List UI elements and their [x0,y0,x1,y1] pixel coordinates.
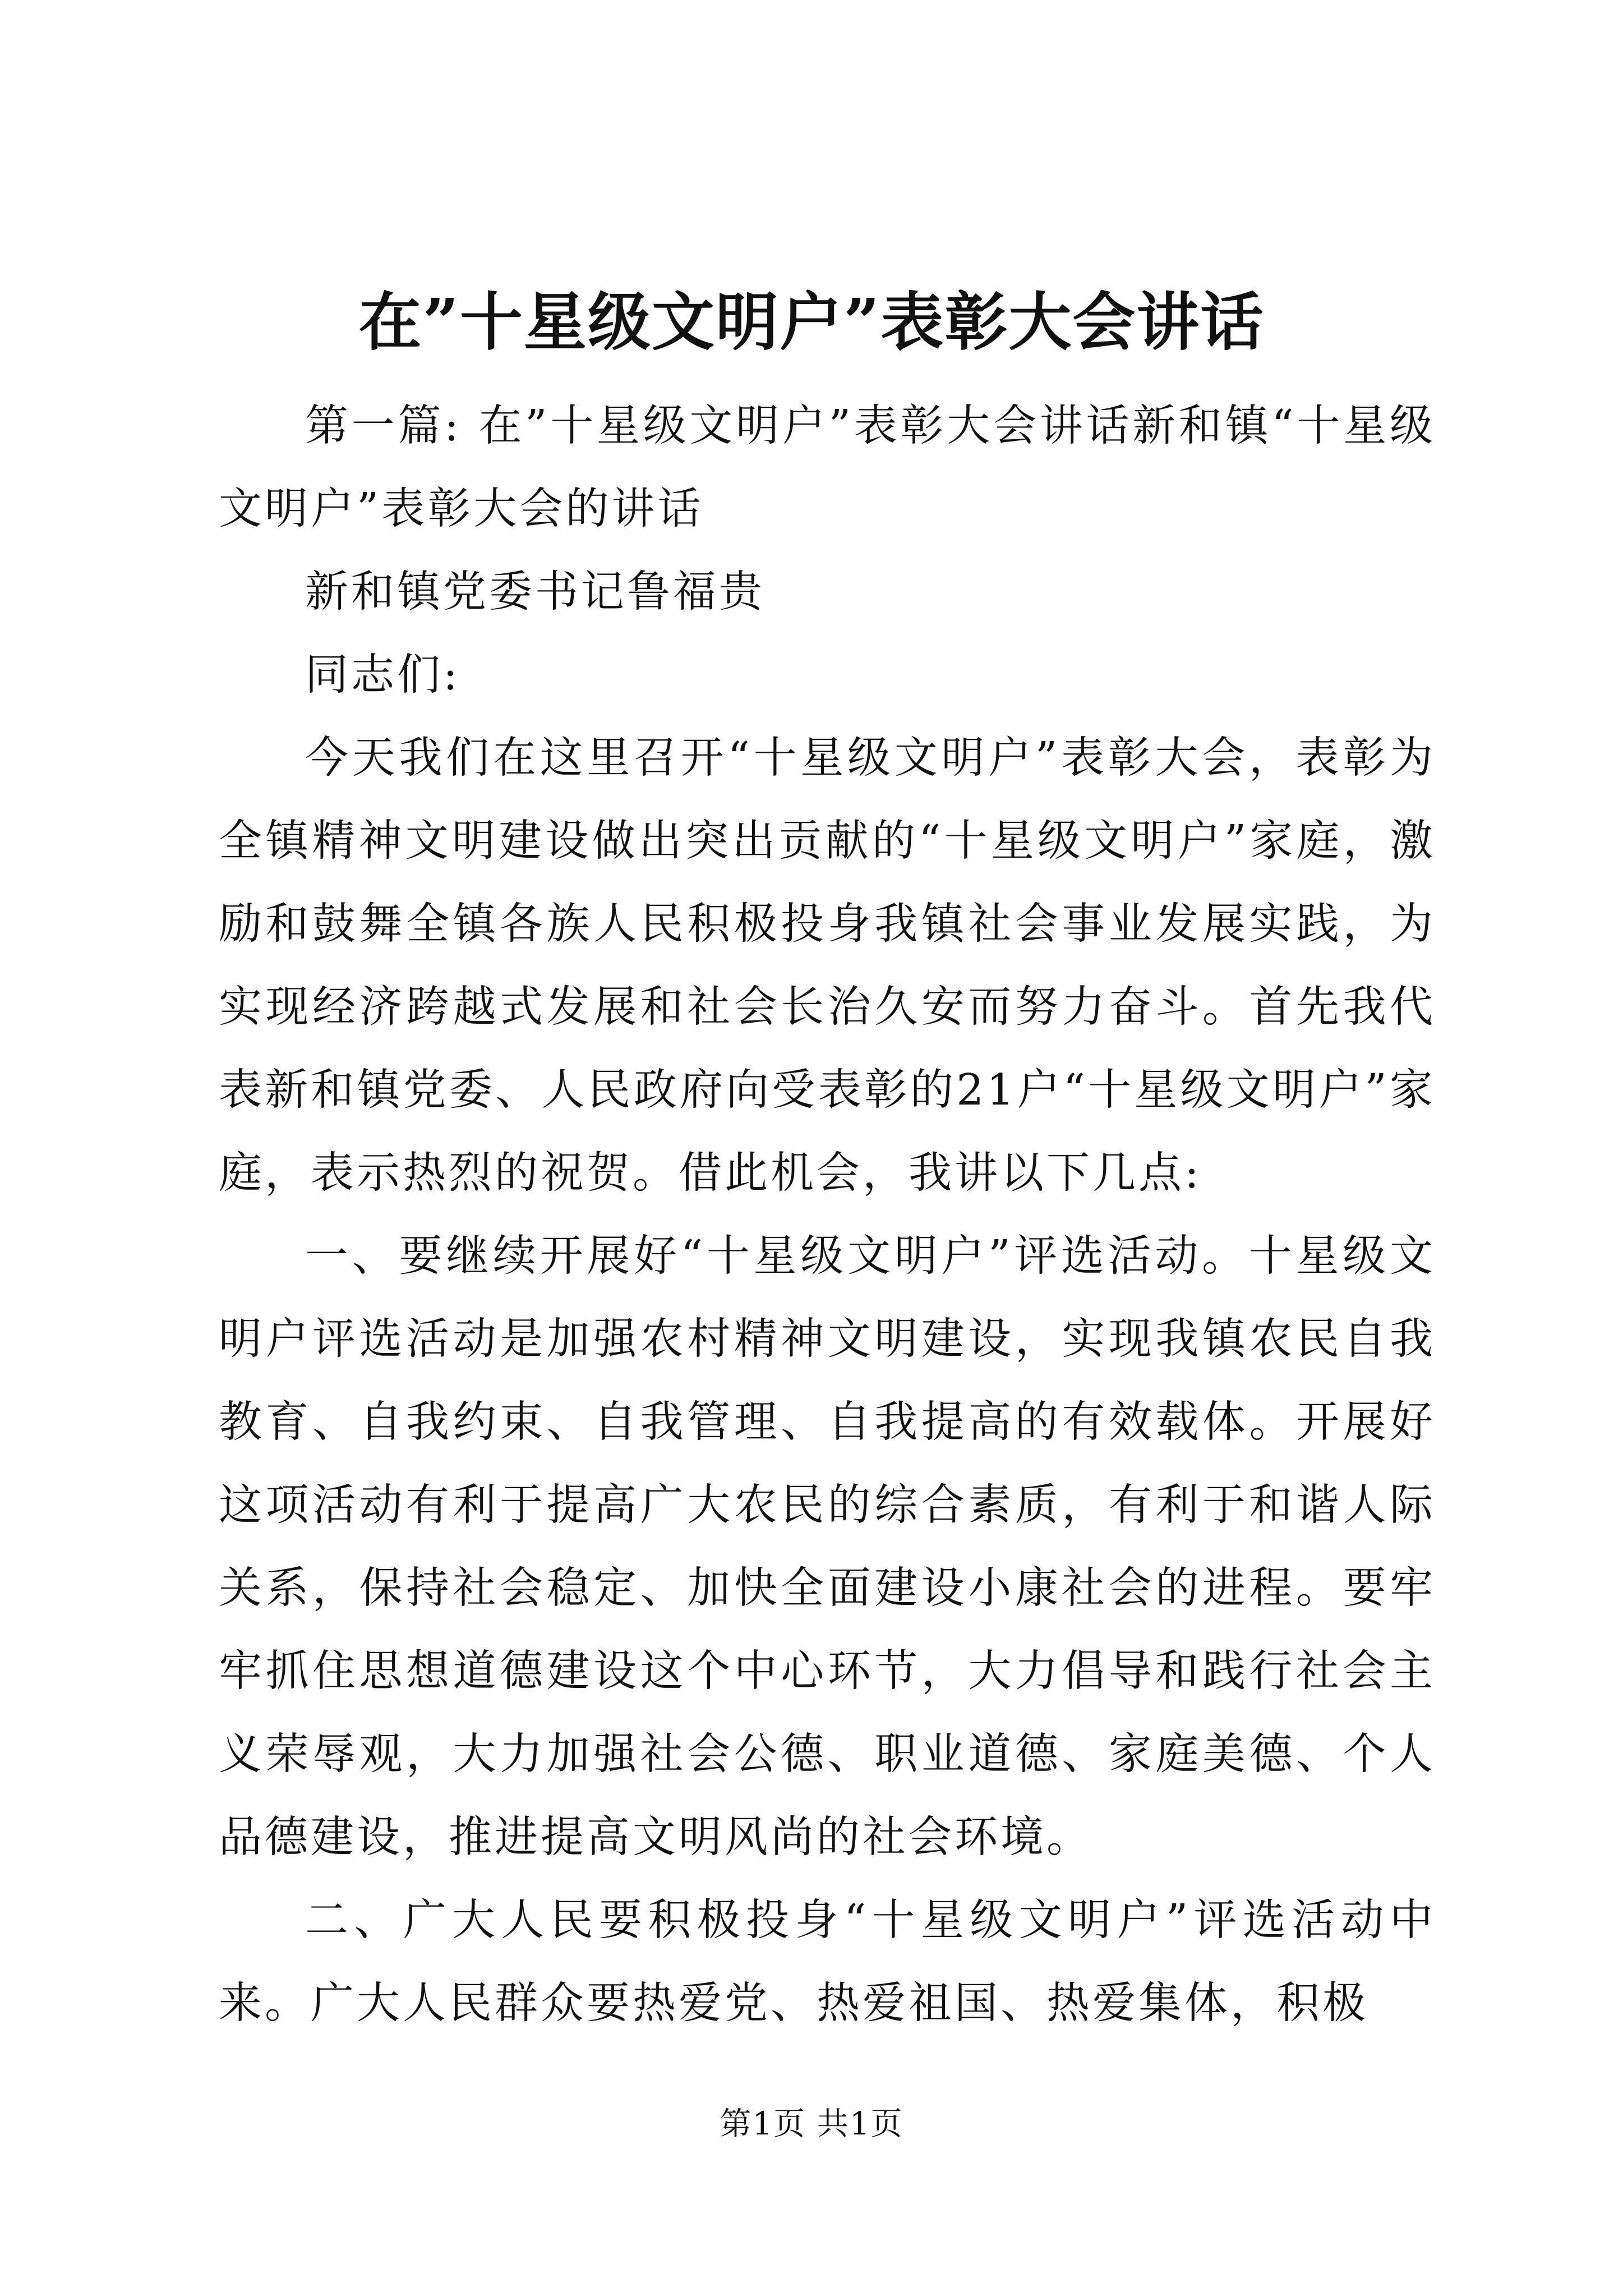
document-title: 在”十星级文明户”表彰大会讲话 [358,286,1265,359]
paragraph-point-two: 二、广大人民要积极投身“十星级文明户”评选活动中来。广大人民群众要热爱党、热爱祖国、热爱集体，积极 [219,1895,1436,2028]
paragraph-intro: 今天我们在这里召开“十星级文明户”表彰大会，表彰为全镇精神文明建设做出突出贡献的“十星级文明户”家庭，激励和鼓舞全镇各族人民积极投身我镇社会事业发展实践，为实现经济跨越式发展和社会长治久安而努力奋斗。首先我代表新和镇党委、人民政府向受表彰的21户“十星级文明户”家庭，表示热烈的祝贺。借此机会，我讲以下几点: [219,733,1436,1198]
document-body [219,385,1436,2045]
paragraph-author: 新和镇党委书记鲁福贵 [305,567,765,617]
paragraph-salutation: 同志们: [305,650,460,700]
paragraph-heading: 第一篇: 在”十星级文明户”表彰大会讲话新和镇“十星级文明户”表彰大会的讲话 [219,401,1436,534]
page-number-footer: 第1页 共1页 [720,2106,903,2142]
paragraph-point-one: 一、要继续开展好“十星级文明户”评选活动。十星级文明户评选活动是加强农村精神文明建设，实现我镇农民自我教育、自我约束、自我管理、自我提高的有效载体。开展好这项活动有利于提高广大农民的综合素质，有利于和谐人际关系，保持社会稳定、加快全面建设小康社会的进程。要牢牢抓住思想道德建设这个中心环节，大力倡导和践行社会主义荣辱观，大力加强社会公德、职业道德、家庭美德、个人品德建设，推进提高文明风尚的社会环境。 [219,1231,1436,1862]
